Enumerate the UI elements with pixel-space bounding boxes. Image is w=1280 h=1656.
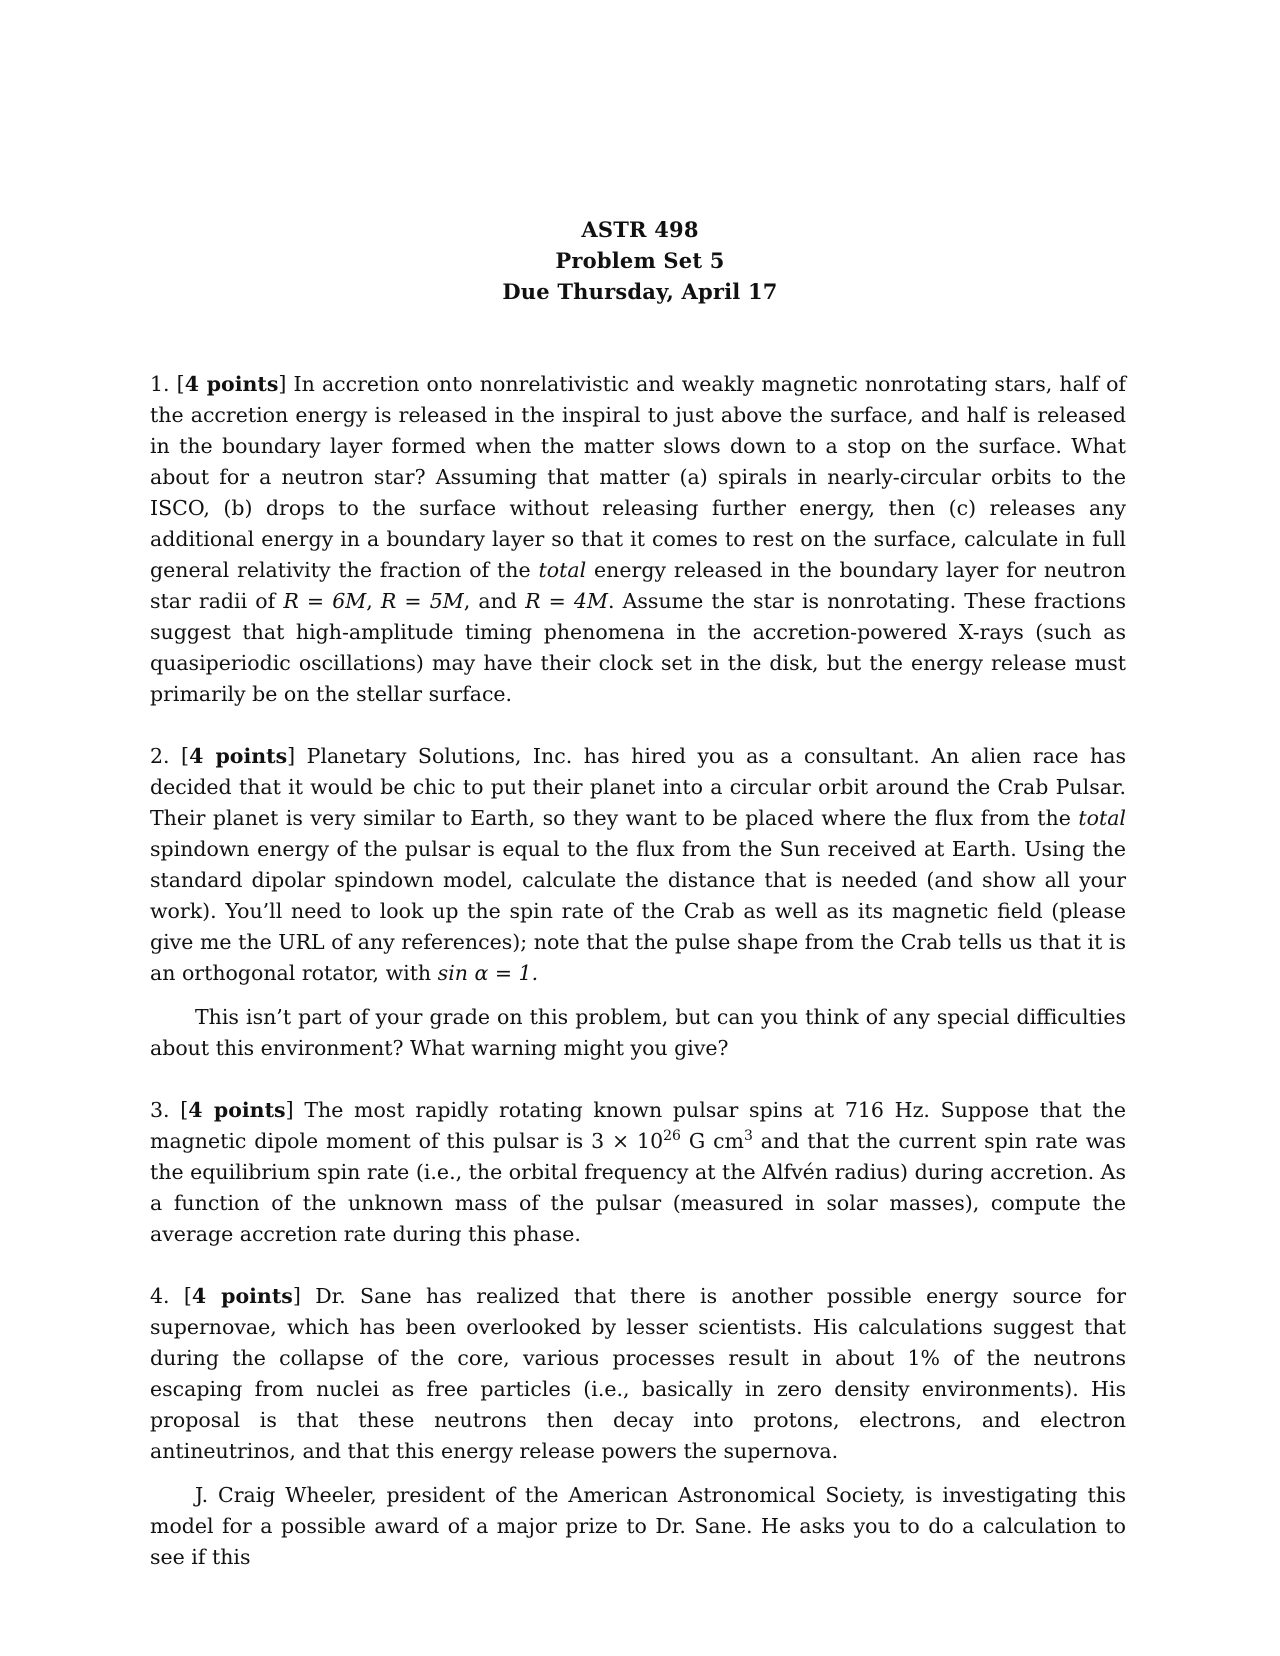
problem-points: 4 points — [191, 1284, 293, 1308]
problem-number: 1. — [150, 372, 170, 396]
problem-text: energy released in the boundary layer for neutron star radii of — [150, 558, 1126, 613]
problem-3: 3. [4 points] The most rapidly rotating known pulsar spins at 716 Hz. Suppose that the magnetic dipole moment of this pulsar is $3 \times 10^{26}$ G $cm^3$ and that the current spin rate was the equilibrium spin rate (i.e., the orbital frequency at the Alfvén radius) during accretion. As a function of the unknown mass of the pulsar (measured in solar masses), compute the average accretion rate during this phase. — [150, 1098, 1126, 1246]
emphasis-text: total — [538, 558, 587, 582]
problem-text: spindown energy of the pulsar is equal to the flux from the Sun received at Earth. Using the standard dipolar spindown model, calculate the distance that is needed (and show all your work). You’ll need to look up the spin rate of the Crab as well as its magnetic field (please give me the URL of any references); note that the pulse shape from the Crab tells us that it is an orthogonal rotator, with — [150, 837, 1126, 985]
problem-text: and that the current spin rate was the equilibrium spin rate (i.e., the orbital frequency at the Alfvén radius) during accretion. As a function of the unknown mass of the pulsar (measured in solar masses), compute the average accretion rate during this phase. — [150, 1129, 1126, 1246]
problem-4: 4. [4 points] Dr. Sane has realized that there is another possible energy source for supernovae, which has been overlooked by lesser scientists. His calculations suggest that during the collapse of the core, various processes result in about 1% of the neutrons escaping from nuclei as free particles (i.e., basically in zero density environments). His proposal is that these neutrons then decay into protons, electrons, and electron antineutrinos, and that this energy release powers the supernova. — [150, 1284, 1126, 1463]
unit-text: G cm — [688, 1129, 744, 1153]
math-expression: R = 5M — [380, 589, 464, 613]
problem-list — [150, 369, 1126, 1573]
math-expression: sin α = 1. — [437, 961, 539, 985]
problem-points: 4 points — [189, 744, 288, 768]
problem-set-title: Problem Set 5 — [555, 248, 725, 273]
course-code: ASTR 498 — [581, 217, 699, 242]
problem-points: 4 points — [184, 372, 279, 396]
problem-text: Planetary Solutions, Inc. has hired you as a consultant. An alien race has decided that it would be chic to put their planet into a circular orbit around the Crab Pulsar. Their planet is very similar to Earth, so they want to be placed where the flux from the — [150, 744, 1126, 830]
exponent: 3 — [744, 1128, 753, 1144]
problem-2: 2. [4 points] Planetary Solutions, Inc. has hired you as a consultant. An alien race has decided that it would be chic to put their planet into a circular orbit around the Crab Pulsar. Their planet is very similar to Earth, so they want to be placed where the flux from the total spindown energy of the pulsar is equal to the flux from the Sun received at Earth. Using the standard dipolar spindown model, calculate the distance that is needed (and show all your work). You’ll need to look up the spin rate of the Crab as well as its magnetic field (please give me the URL of any references); note that the pulse shape from the Crab tells us that it is an orthogonal rotator, with sin α = 1. — [150, 744, 1126, 985]
problem-text: Assume the star is nonrotating. These fractions suggest that high-amplitude timing phenomena in the accretion-powered X-rays (such as quasiperiodic oscillations) may have their clock set in the disk, but the energy release must primarily be on the stellar surface. — [150, 589, 1126, 706]
math-expression: R = 4M — [525, 589, 608, 613]
problem-text: Dr. Sane has realized that there is another possible energy source for supernovae, which has been overlooked by lesser scientists. His calculations suggest that during the collapse of the core, various processes result in about 1% of the neutrons escaping from nuclei as free particles (i.e., basically in zero density environments). His proposal is that these neutrons then decay into protons, electrons, and electron antineutrinos, and that this energy release powers the supernova. — [150, 1284, 1126, 1463]
problem-number: 2. — [150, 744, 170, 768]
problem-number: 4. — [150, 1284, 170, 1308]
problem-2-followup: This isn’t part of your grade on this problem, but can you think of any special difficulties about this environment? What warning might you give? — [150, 1005, 1126, 1060]
problem-text: In accretion onto nonrelativistic and weakly magnetic nonrotating stars, half of the accretion energy is released in the inspiral to just above the surface, and half is released in the boundary layer formed when the matter slows down to a stop on the surface. What about for a neutron star? Assuming that matter (a) spirals in nearly-circular orbits to the ISCO, (b) drops to the surface without releasing further energy, then (c) releases any additional energy in a boundary layer so that it comes to rest on the surface, calculate in full general relativity the fraction of the — [150, 372, 1126, 582]
document-header — [0, 214, 1280, 307]
exponent: 26 — [663, 1128, 681, 1144]
emphasis-text: total — [1078, 806, 1126, 830]
problem-text: The most rapidly rotating known pulsar spins at 716 Hz. Suppose that the magnetic dipole moment of this pulsar is 3 × 10 — [150, 1098, 1126, 1153]
due-date: Due Thursday, April 17 — [502, 279, 778, 304]
problem-4-followup: J. Craig Wheeler, president of the American Astronomical Society, is investigating this model for a possible award of a major prize to Dr. Sane. He asks you to do a calculation to see if this — [150, 1483, 1126, 1569]
problem-points: 4 points — [188, 1098, 286, 1122]
math-expression: R = 6M — [283, 589, 367, 613]
problem-1: 1. [4 points] In accretion onto nonrelativistic and weakly magnetic nonrotating stars, half of the accretion energy is released in the inspiral to just above the surface, and half is released in the boundary layer formed when the matter slows down to a stop on the surface. What about for a neutron star? Assuming that matter (a) spirals in nearly-circular orbits to the ISCO, (b) drops to the surface without releasing further energy, then (c) releases any additional energy in a boundary layer so that it comes to rest on the surface, calculate in full general relativity the fraction of the total energy released in the boundary layer for neutron star radii of R = 6M, R = 5M, and R = 4M. Assume the star is nonrotating. These fractions suggest that high-amplitude timing phenomena in the accretion-powered X-rays (such as quasiperiodic oscillations) may have their clock set in the disk, but the energy release must primarily be on the stellar surface. — [150, 372, 1126, 706]
problem-number: 3. — [150, 1098, 170, 1122]
